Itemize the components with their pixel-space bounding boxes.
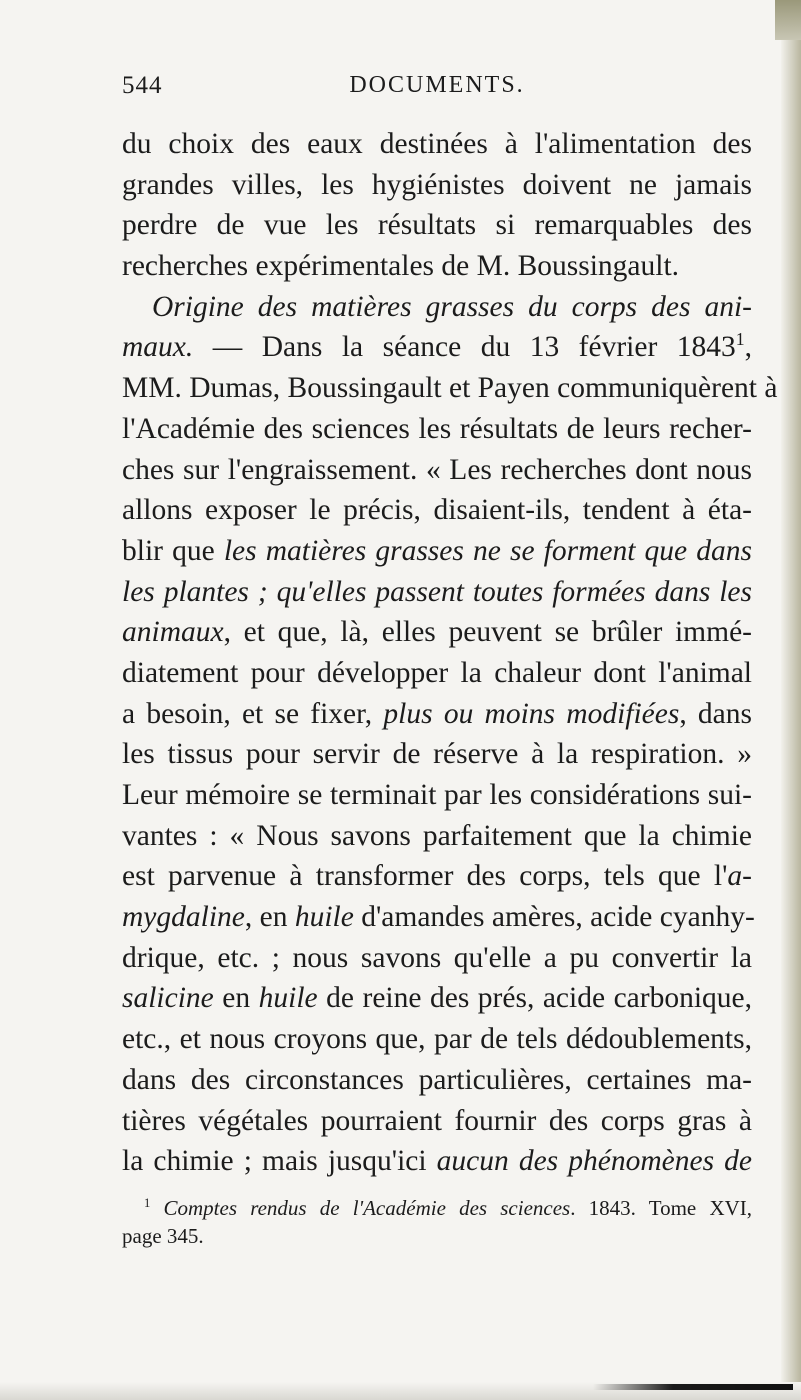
text-run: la chimie ; mais jusqu'ici bbox=[122, 1145, 437, 1178]
page-header bbox=[122, 72, 752, 106]
text-line bbox=[122, 368, 778, 409]
text-run: est parvenue à transformer des corps, tels que l' bbox=[122, 860, 728, 893]
text-run: etc., et nous croyons que, par de tels dédoublements, bbox=[122, 1023, 752, 1056]
text-run: vantes : « Nous savons parfaitement que la chimie bbox=[122, 819, 752, 852]
text-line bbox=[122, 816, 752, 857]
text-line bbox=[122, 938, 752, 979]
italic-text-run: les plantes ; qu'elles passent toutes formées dans les bbox=[122, 575, 752, 608]
text-line bbox=[122, 409, 752, 450]
italic-text-run: huile bbox=[294, 901, 354, 934]
text-line bbox=[122, 490, 752, 531]
body-text bbox=[122, 124, 778, 1182]
text-run: recherches expérimentales de M. Boussingault. bbox=[122, 250, 680, 283]
text-run: a besoin, et se fixer, bbox=[122, 697, 384, 730]
text-run: du choix des eaux destinées à l'alimentation des bbox=[122, 128, 752, 160]
italic-text-run: mygdaline bbox=[122, 901, 245, 934]
italic-text-run: huile bbox=[258, 982, 318, 1015]
text-run: — Dans la séance du 13 février 1843 bbox=[193, 331, 736, 364]
text-run: de reine des prés, acide carbonique, bbox=[317, 982, 752, 1015]
text-run: , et que, là, elles peuvent se brûler immé- bbox=[223, 616, 752, 649]
text-run: dans des circonstances particulières, certaines ma- bbox=[122, 1063, 752, 1096]
italic-text-run: salicine bbox=[122, 982, 214, 1015]
text-run: les tissus pour servir de réserve à la respiration. » bbox=[122, 738, 752, 771]
text-line bbox=[122, 978, 752, 1019]
text-line bbox=[122, 653, 752, 694]
footnote-text: . 1843. Tome XVI, bbox=[570, 1196, 753, 1220]
text-line bbox=[122, 327, 752, 368]
text-line bbox=[122, 1101, 752, 1142]
running-head: DOCUMENTS. bbox=[349, 72, 525, 98]
page-number: 544 bbox=[122, 72, 163, 99]
text-run: ches sur l'engraissement. « Les recherches dont nous bbox=[122, 453, 752, 486]
footnote-line bbox=[122, 1222, 752, 1250]
text-run: , bbox=[744, 331, 752, 364]
text-line bbox=[122, 572, 752, 613]
text-line bbox=[122, 531, 752, 572]
italic-text-run: plus ou moins modifiées bbox=[383, 697, 680, 730]
italic-text-run: les matières grasses ne se forment que dans bbox=[223, 534, 753, 567]
footnote-marker: 1 bbox=[144, 1196, 151, 1210]
text-line bbox=[122, 1019, 752, 1060]
text-line bbox=[122, 205, 752, 246]
text-line bbox=[122, 856, 752, 897]
text-run: perdre de vue les résultats si remarquables des bbox=[122, 209, 752, 242]
page-edge-shadow bbox=[781, 0, 801, 1400]
footnote bbox=[122, 1194, 752, 1250]
text-line bbox=[122, 124, 752, 165]
text-run: tières végétales pourraient fournir des corps gras à bbox=[122, 1104, 752, 1137]
section-heading-line bbox=[122, 287, 752, 328]
text-line bbox=[122, 450, 752, 491]
text-run: d'amandes amères, acide cyanhy- bbox=[353, 901, 755, 934]
italic-text-run: a- bbox=[727, 860, 752, 893]
text-line bbox=[122, 246, 752, 287]
text-run: diatement pour développer la chaleur dont l'animal bbox=[122, 656, 752, 689]
text-run: , dans bbox=[679, 697, 753, 730]
footnote-citation: Comptes rendus de l'Académie des sciences bbox=[163, 1196, 571, 1220]
text-run: l'Académie des sciences les résultats de leurs recher- bbox=[122, 412, 752, 445]
italic-text-run: animaux bbox=[122, 616, 224, 649]
text-line bbox=[122, 694, 752, 735]
text-run: en bbox=[213, 982, 259, 1015]
section-heading: Origine des matières grasses du corps des ani- bbox=[152, 290, 752, 323]
text-run: blir que bbox=[122, 534, 224, 567]
page-corner-shadow bbox=[775, 0, 801, 40]
text-line bbox=[122, 1060, 752, 1101]
text-run: MM. Dumas, Boussingault et Payen communiquèrent à bbox=[122, 372, 778, 405]
text-line bbox=[122, 612, 752, 653]
text-line bbox=[122, 1141, 752, 1182]
footnote-text: page 345. bbox=[122, 1224, 204, 1248]
text-line bbox=[122, 165, 752, 206]
text-run: Leur mémoire se terminait par les considérations sui- bbox=[122, 779, 752, 811]
text-run: , en bbox=[244, 901, 295, 934]
text-run: drique, etc. ; nous savons qu'elle a pu convertir la bbox=[122, 941, 752, 974]
footnote-ref: 1 bbox=[735, 329, 745, 350]
section-heading: maux. bbox=[122, 331, 194, 364]
italic-text-run: aucun des phénomènes de bbox=[436, 1145, 752, 1178]
scan-border-mark bbox=[593, 1384, 793, 1390]
footnote-line bbox=[122, 1194, 752, 1222]
text-run: allons exposer le précis, disaient-ils, tendent à éta- bbox=[122, 494, 752, 527]
text-line bbox=[122, 734, 752, 775]
text-line bbox=[122, 775, 752, 816]
text-line bbox=[122, 897, 755, 938]
text-run: grandes villes, les hygiénistes doivent ne jamais bbox=[122, 168, 752, 201]
